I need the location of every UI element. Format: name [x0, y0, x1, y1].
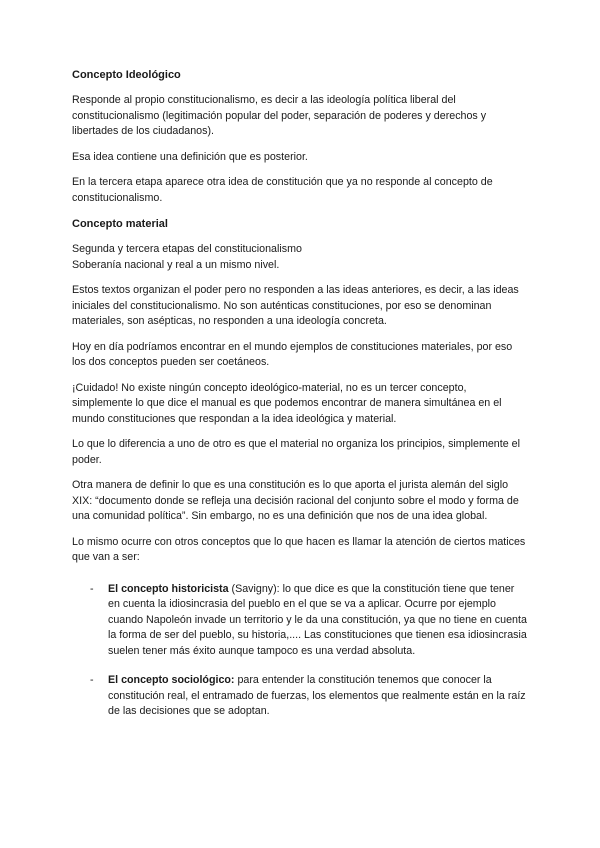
intro-line-2: Soberanía nacional y real a un mismo nivel.	[72, 258, 280, 271]
paragraph: Lo que lo diferencia a uno de otro es que el material no organiza los principios, simplemente el poder.	[72, 438, 520, 466]
heading-concepto-material: Concepto material	[72, 218, 168, 230]
paragraph: Otra manera de definir lo que es una constitución es lo que aporta el jurista alemán del siglo XIX: “documento donde se refleja una decisión racional del conjunto sobre el modo y forma de una comunidad política”. Sin embargo, no es una definición que nos de una idea global.	[72, 479, 519, 522]
list-item	[72, 582, 528, 660]
paragraph: Estos textos organizan el poder pero no responden a las ideas anteriores, es decir, a las ideas iniciales del constitucionalismo. No son auténticas constituciones, por eso se denominan materiales, son asépticas, no responden a una ideología concreta.	[72, 284, 519, 327]
paragraph: Lo mismo ocurre con otros conceptos que lo que hacen es llamar la atención de ciertos matices que van a ser:	[72, 535, 526, 563]
list-item-text: para entender la constitución tenemos que conocer la constitución real, el entramado de fuerzas, los elementos que realmente están en la raíz de las decisiones que se adoptan.	[108, 674, 526, 717]
paragraph: En la tercera etapa aparece otra idea de constitución que ya no responde al concepto de constitucionalismo.	[72, 176, 493, 204]
list-bullet: -	[90, 674, 94, 686]
list-item-title: El concepto sociológico:	[108, 674, 235, 686]
list-item-text: (Savigny): lo que dice es que la constitución tiene que tener en cuenta la idiosincrasia del pueblo en el que se va a aplicar. Ocurre por ejemplo cuando Napoleón invade un territorio y le da una constitución, ya que no tiene en cuenta la forma de ser del pueblo, su historia,.... Las constituciones que tienen esa idiosincrasia suelen tener más éxito aunque tampoco es una verdad absoluta.	[108, 582, 527, 657]
list-bullet: -	[90, 582, 94, 595]
intro-line-1: Segunda y tercera etapas del constitucionalismo	[72, 243, 302, 255]
paragraph: Esa idea contiene una definición que es posterior.	[72, 150, 308, 163]
paragraph: Hoy en día podríamos encontrar en el mundo ejemplos de constituciones materiales, por eso los dos conceptos pueden ser coetáneos.	[72, 340, 513, 368]
heading-concepto-ideologico: Concepto Ideológico	[72, 69, 181, 81]
document-content	[72, 67, 528, 734]
paragraph: ¡Cuidado! No existe ningún concepto ideológico-material, no es un tercer concepto, simplemente lo que dice el manual es que podemos encontrar de manera simultánea en el mundo constituciones que respondan a la idea ideológica y material.	[72, 381, 502, 425]
list-item	[72, 673, 528, 720]
concepts-list	[72, 582, 528, 720]
list-item-title: El concepto historicista	[108, 582, 229, 595]
intro-lines	[72, 242, 528, 273]
paragraph: Responde al propio constitucionalismo, es decir a las ideología política liberal del constitucionalismo (legitimación popular del poder, separación de poderes y derechos y libertades de los ciudadanos).	[72, 94, 487, 137]
